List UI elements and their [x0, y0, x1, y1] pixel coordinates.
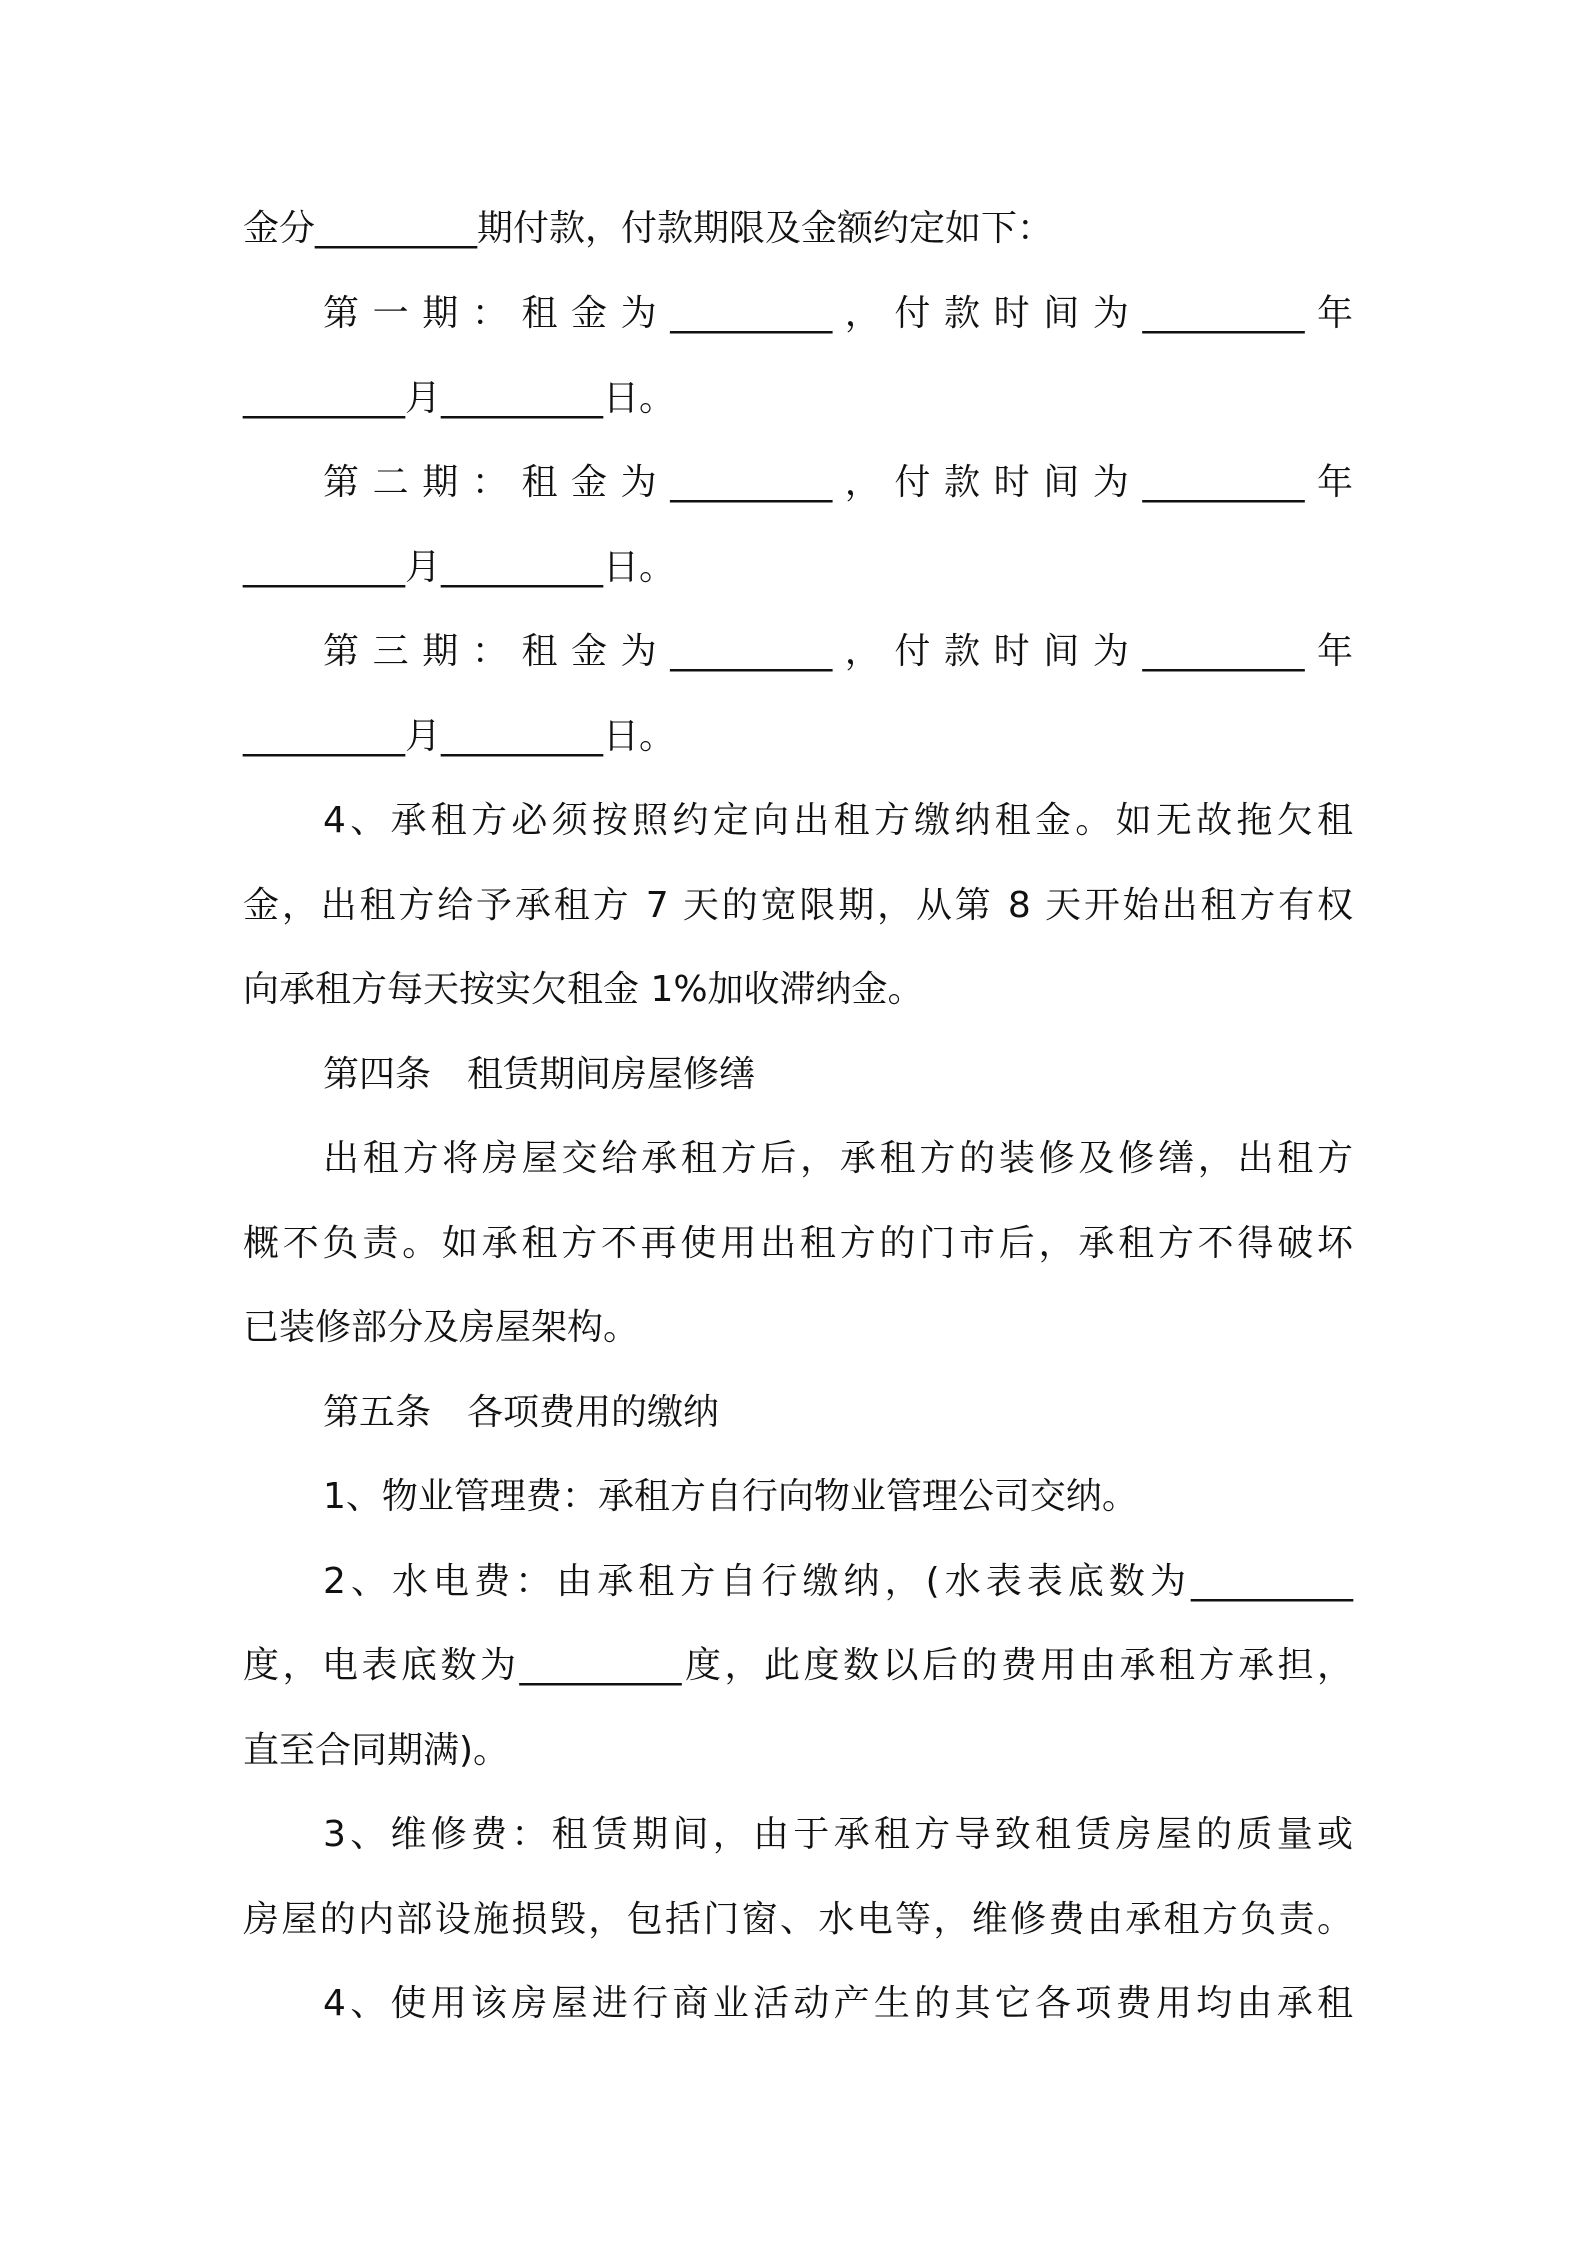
text-line: 4、使用该房屋进行商业活动产生的其它各项费用均由承租 [323, 1983, 1353, 2024]
text-line: 4、承租方必须按照约定向出租方缴纳租金。如无故拖欠租 [323, 800, 1353, 841]
text-line: 第 一 期 ： 租 金 为 _________ ， 付 款 时 间 为 _________ 年 [323, 293, 1353, 334]
text-line: 1、物业管理费：承租方自行向物业管理公司交纳。 [323, 1476, 1138, 1517]
text-line: _________月_________日。 [243, 716, 676, 757]
text-line: _________月_________日。 [243, 547, 676, 588]
text-line: 已装修部分及房屋架构。 [243, 1307, 640, 1348]
section-heading: 第五条 各项费用的缴纳 [323, 1392, 720, 1433]
text-line: 2、水电费：由承租方自行缴纳，(水表表底数为_________ [323, 1561, 1353, 1602]
text-line: 3、维修费：租赁期间，由于承租方导致租赁房屋的质量或 [323, 1814, 1353, 1855]
text-line: 向承租方每天按实欠租金 1%加收滞纳金。 [243, 969, 924, 1010]
text-line: 第 二 期 ： 租 金 为 _________ ， 付 款 时 间 为 _________ 年 [323, 462, 1353, 503]
section-heading: 第四条 租赁期间房屋修缮 [323, 1054, 756, 1095]
text-line: 度，电表底数为_________度，此度数以后的费用由承租方承担， [243, 1645, 1353, 1686]
text-line: 直至合同期满)。 [243, 1730, 510, 1771]
text-line: 第 三 期 ： 租 金 为 _________ ， 付 款 时 间 为 _________ 年 [323, 631, 1353, 672]
text-line: 金，出租方给予承租方 7 天的宽限期，从第 8 天开始出租方有权 [243, 885, 1353, 926]
text-line: _________月_________日。 [243, 378, 676, 419]
text-line: 出租方将房屋交给承租方后，承租方的装修及修缮，出租方 [323, 1138, 1353, 1179]
text-line: 金分_________期付款，付款期限及金额约定如下： [243, 208, 1054, 249]
text-line: 房屋的内部设施损毁，包括门窗、水电等，维修费由承租方负责。 [243, 1899, 1353, 1940]
text-line: 概不负责。如承租方不再使用出租方的门市后，承租方不得破坏 [243, 1223, 1353, 1264]
